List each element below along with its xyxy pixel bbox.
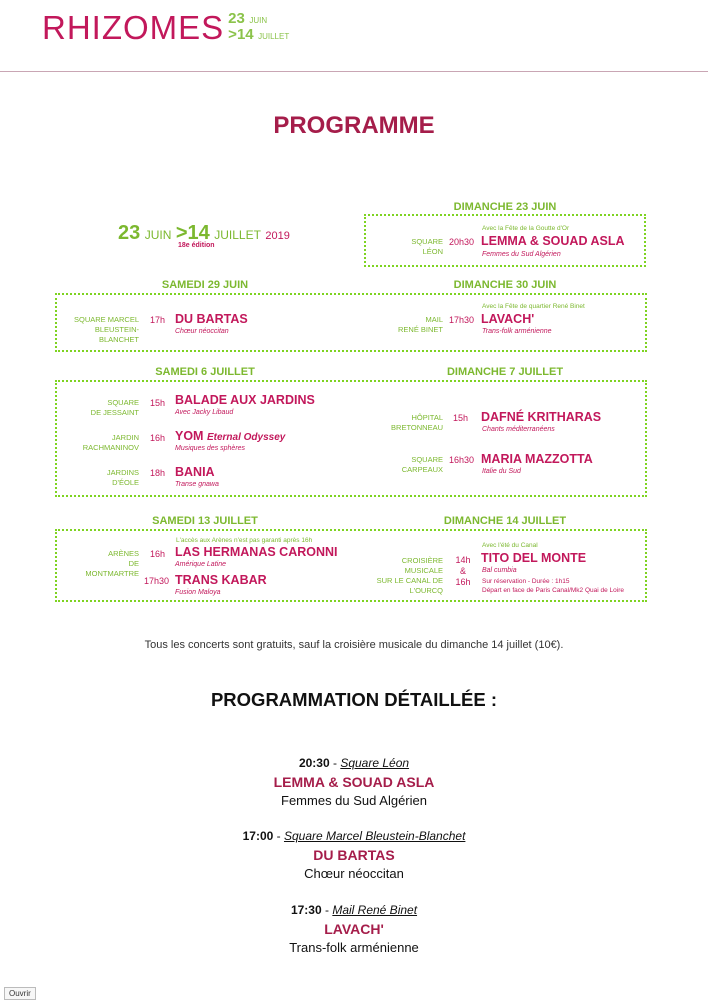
event-note: L'accès aux Arènes n'est pas garanti après 16h xyxy=(176,537,313,544)
logo-dates xyxy=(228,12,289,44)
event-time: 17h xyxy=(150,315,166,325)
event-venue xyxy=(362,556,443,596)
venue-line: SQUARE MARCEL xyxy=(73,315,139,324)
festival-day-end: 14 xyxy=(187,222,210,244)
venue-line: CARPEAUX xyxy=(401,465,443,474)
detail-entry xyxy=(0,756,708,808)
event-description: Amérique Latine xyxy=(175,561,226,568)
event-description: Femmes du Sud Algérien xyxy=(482,251,561,258)
logo-month-end: JUILLET xyxy=(258,32,290,41)
event-time: 16h xyxy=(455,577,471,587)
detail-time: 20:30 xyxy=(298,756,330,770)
venue-line: BLANCHET xyxy=(98,335,139,344)
festival-edition: 18e édition xyxy=(178,242,215,249)
event-times xyxy=(455,555,471,588)
event-box-6-7-juillet xyxy=(55,380,647,497)
page-title: PROGRAMME xyxy=(273,112,435,139)
day-heading-7-juillet: DIMANCHE 7 JUILLET xyxy=(446,366,564,378)
event-venue xyxy=(66,468,139,488)
site-logo[interactable] xyxy=(42,10,289,46)
event-note: Avec la Fête de la Goutte d'Or xyxy=(482,225,570,232)
free-concerts-note: Tous les concerts sont gratuits, sauf la croisière musicale du dimanche 14 juillet (10€). xyxy=(144,639,564,651)
event-artist: MARIA MAZZOTTA xyxy=(481,452,593,466)
event-time: 16h30 xyxy=(449,455,475,465)
event-artist: BANIA xyxy=(175,465,215,479)
logo-wordmark: RHIZOMES xyxy=(42,9,225,46)
detail-separator: - xyxy=(329,756,341,770)
event-venue xyxy=(66,398,139,418)
event-description: Italie du Sud xyxy=(482,468,521,475)
event-venue xyxy=(66,433,139,453)
event-artist: DU BARTAS xyxy=(175,312,248,326)
event-time: 18h xyxy=(150,468,166,478)
event-description: Avec Jacky Libaud xyxy=(175,409,234,416)
venue-line: ARÈNES xyxy=(108,549,139,558)
event-description: Bal cumbia xyxy=(482,567,517,574)
venue-line: LÉON xyxy=(422,247,443,256)
event-time: 15h xyxy=(453,413,469,423)
day-heading-6-juillet: SAMEDI 6 JUILLET xyxy=(155,366,255,378)
festival-month-start: JUIN xyxy=(144,228,172,242)
event-time: 20h30 xyxy=(449,237,475,247)
event-artist: DAFNÉ KRITHARAS xyxy=(481,410,602,424)
detail-description: Femmes du Sud Algérien xyxy=(281,793,427,808)
festival-arrow: > xyxy=(175,222,188,244)
event-description: Trans-folk arménienne xyxy=(482,328,552,335)
event-time: 16h xyxy=(150,549,166,559)
detail-entry xyxy=(0,903,708,955)
artist-name: YOM xyxy=(175,429,204,443)
event-venue xyxy=(66,549,139,579)
day-heading-29-juin: SAMEDI 29 JUIN xyxy=(161,279,249,291)
event-artist: TITO DEL MONTE xyxy=(481,551,587,565)
day-heading-30-juin: DIMANCHE 30 JUIN xyxy=(453,279,557,291)
detail-separator: - xyxy=(321,903,333,917)
detail-entry xyxy=(0,829,708,881)
event-note: Avec la Fête de quartier René Binet xyxy=(482,303,585,310)
venue-line: HÔPITAL xyxy=(411,413,443,422)
venue-line: L'OURCQ xyxy=(409,586,443,595)
venue-line: DE JESSAINT xyxy=(90,408,139,417)
detail-venue-link[interactable]: Square Marcel Bleustein-Blanchet xyxy=(283,829,466,843)
logo-date-end: 14 xyxy=(236,26,254,43)
event-description: Transe gnawa xyxy=(175,481,219,488)
event-artist: LEMMA & SOUAD ASLA xyxy=(481,234,625,248)
event-description: Chœur néoccitan xyxy=(175,328,229,335)
detail-time: 17:30 xyxy=(290,903,322,917)
detailed-program-title: PROGRAMMATION DÉTAILLÉE : xyxy=(210,689,498,710)
venue-line: CROISIÈRE MUSICALE xyxy=(401,556,443,575)
detail-description: Trans-folk arménienne xyxy=(289,940,419,955)
detail-artist: LAVACH' xyxy=(324,921,384,937)
event-artist: LAVACH' xyxy=(481,312,535,326)
event-description: Musiques des sphères xyxy=(175,445,246,452)
venue-line: JARDINS xyxy=(106,468,139,477)
day-heading-13-juillet: SAMEDI 13 JUILLET xyxy=(152,515,258,527)
event-time: 15h xyxy=(150,398,166,408)
venue-line: BRETONNEAU xyxy=(391,423,443,432)
detail-artist: DU BARTAS xyxy=(313,847,395,863)
detail-description: Chœur néoccitan xyxy=(304,866,404,881)
event-time: 14h xyxy=(455,555,471,565)
event-venue xyxy=(378,455,443,475)
venue-line: D'ÉOLE xyxy=(112,478,139,487)
event-time-separator: & xyxy=(459,566,466,576)
event-description: Chants méditerranéens xyxy=(482,426,555,433)
festival-day-start: 23 xyxy=(118,222,141,244)
detail-separator: - xyxy=(273,829,284,843)
event-artist xyxy=(175,429,285,443)
venue-line: RENÉ BINET xyxy=(397,325,443,334)
event-info-line: Sur réservation - Durée : 1h15 xyxy=(482,578,570,585)
festival-year: 2019 xyxy=(265,230,290,242)
venue-line: JARDIN xyxy=(111,433,139,442)
venue-line: MAIL xyxy=(425,315,443,324)
venue-line: SQUARE xyxy=(107,398,139,407)
event-artist: LAS HERMANAS CARONNI xyxy=(175,545,338,559)
event-time: 16h xyxy=(150,433,166,443)
detail-time: 17:00 xyxy=(242,829,274,843)
venue-line: SUR LE CANAL DE xyxy=(376,576,443,585)
event-time: 17h30 xyxy=(449,315,475,325)
logo-month-start: JUIN xyxy=(249,16,268,25)
logo-arrow: > xyxy=(228,26,237,43)
event-venue xyxy=(380,237,443,257)
event-venue xyxy=(66,315,139,345)
venue-line: RACHMANINOV xyxy=(82,443,139,452)
detail-venue-link[interactable]: Square Léon xyxy=(340,756,410,770)
festival-month-end: JUILLET xyxy=(214,228,261,242)
event-time: 17h30 xyxy=(144,576,170,586)
venue-line: SQUARE xyxy=(411,237,443,246)
event-venue xyxy=(378,413,443,433)
detail-venue-link[interactable]: Mail René Binet xyxy=(332,903,418,917)
day-heading-14-juillet: DIMANCHE 14 JUILLET xyxy=(443,515,567,527)
site-header xyxy=(0,0,708,72)
venue-line: SQUARE xyxy=(411,455,443,464)
open-button[interactable]: Ouvrir xyxy=(4,987,36,1000)
event-info xyxy=(482,577,624,595)
venue-line: BLEUSTEIN- xyxy=(94,325,139,334)
logo-date-start: 23 xyxy=(228,10,245,27)
event-description: Fusion Maloya xyxy=(175,589,221,596)
artist-subtitle: Eternal Odyssey xyxy=(206,432,286,443)
day-heading-23-juin: DIMANCHE 23 JUIN xyxy=(453,201,557,213)
event-venue xyxy=(378,315,443,335)
event-info-line: Départ en face de Paris Canal/Mk2 Quai de Loire xyxy=(482,587,624,594)
venue-line: MONTMARTRE xyxy=(85,569,139,578)
detail-artist: LEMMA & SOUAD ASLA xyxy=(273,774,435,790)
venue-line: DE xyxy=(128,559,139,568)
event-note: Avec l'été du Canal xyxy=(482,542,538,549)
event-artist: BALADE AUX JARDINS xyxy=(175,393,315,407)
event-artist: TRANS KABAR xyxy=(175,573,267,587)
